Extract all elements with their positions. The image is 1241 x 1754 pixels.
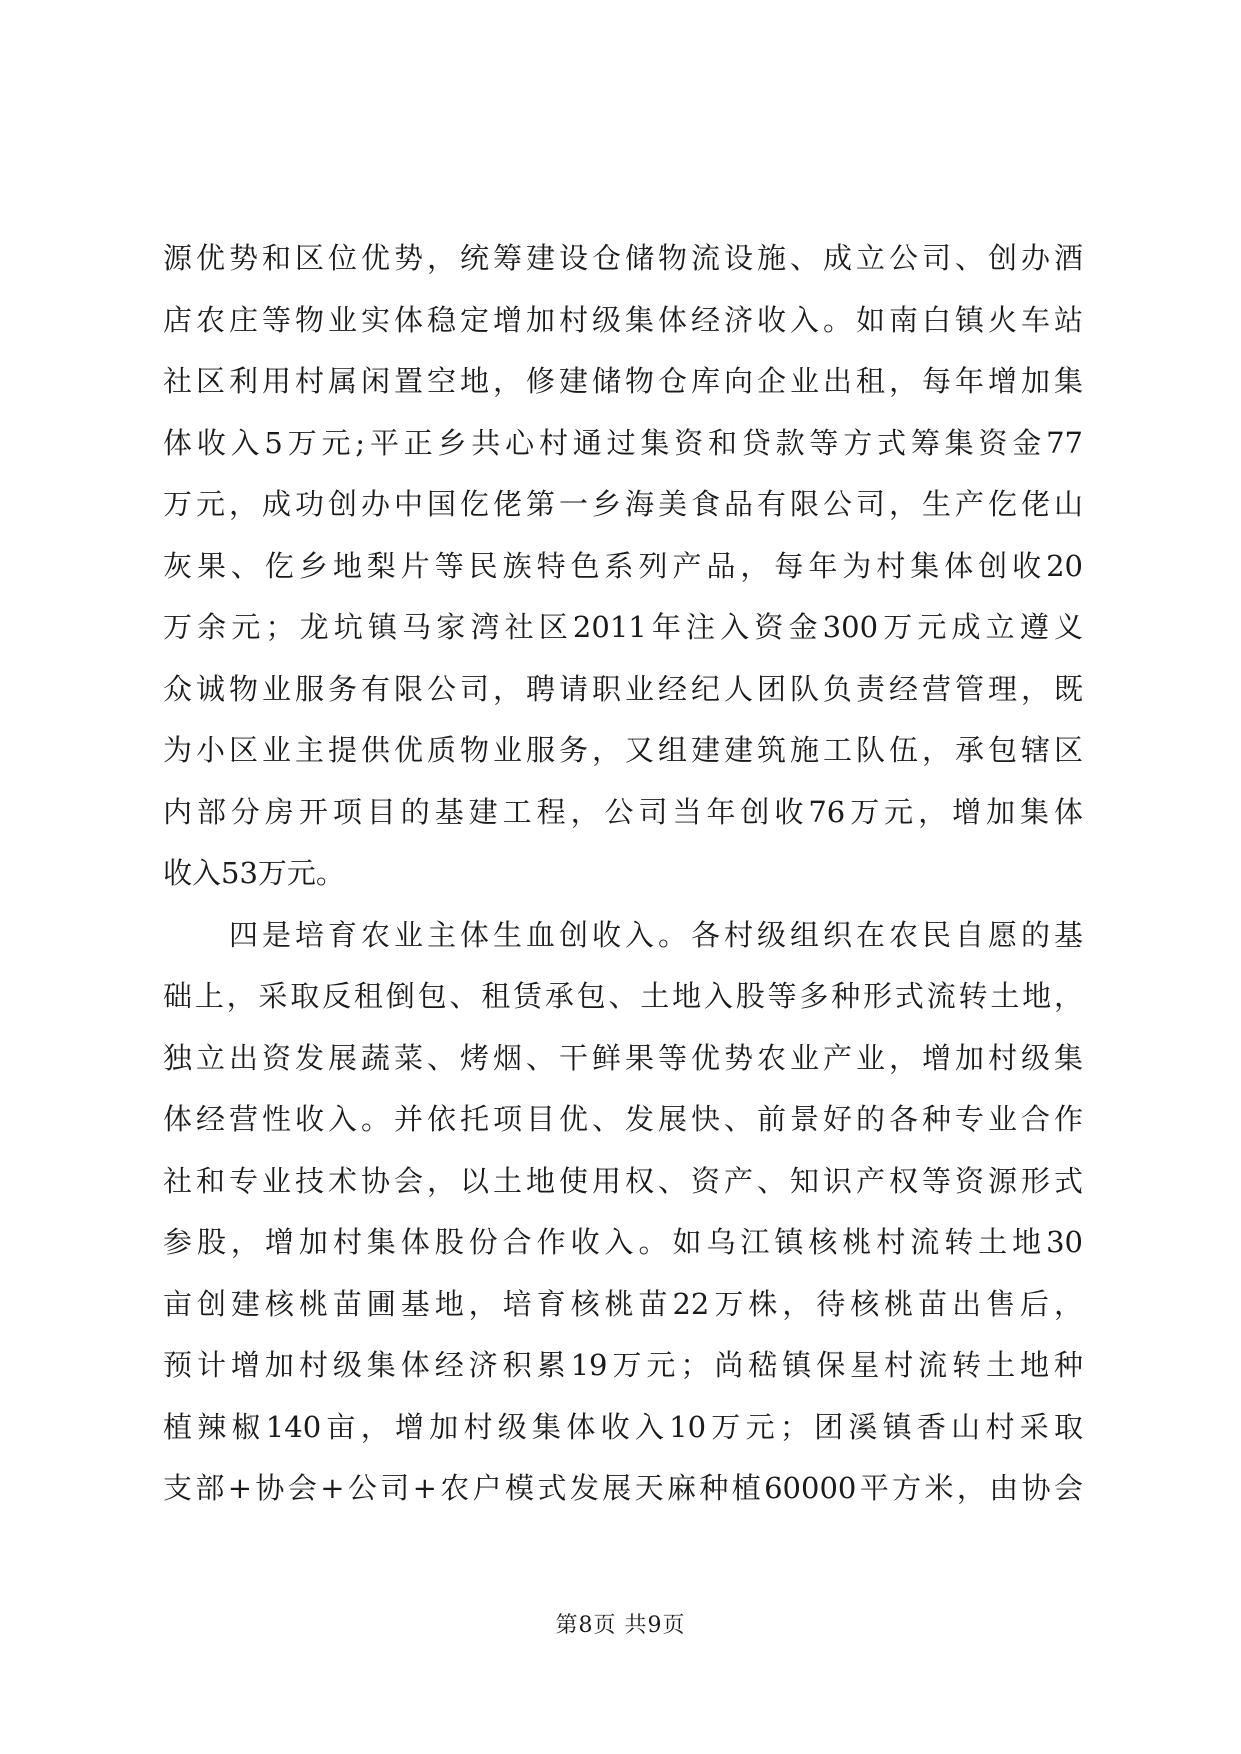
text-line: 体收入5万元;平正乡共心村通过集资和贷款等方式筹集资金77 [163,425,1083,460]
text-line: 灰果、仡乡地梨片等民族特色系列产品，每年为村集体创收20 [163,548,1083,583]
page-number-footer: 第8页 共9页 [555,1613,686,1638]
text-line: 店农庄等物业实体稳定增加村级集体经济收入。如南白镇火车站 [163,302,1083,337]
text-line: 植辣椒140亩，增加村级集体收入10万元；团溪镇香山村采取 [163,1409,1083,1444]
text-line: 预计增加村级集体经济积累19万元；尚嵇镇保星村流转土地种 [163,1348,1083,1382]
text-line: 万余元；龙坑镇马家湾社区2011年注入资金300万元成立遵义 [163,610,1083,644]
text-line: 独立出资发展蔬菜、烤烟、干鲜果等优势农业产业，增加村级集 [163,1040,1083,1075]
text-line: 支部+协会+公司+农户模式发展天麻种植60000平方米，由协会 [163,1471,1083,1505]
body-text [163,228,1083,1520]
text-line: 源优势和区位优势，统筹建设仓储物流设施、成立公司、创办酒 [163,241,1083,275]
text-line: 参股，增加村集体股份合作收入。如乌江镇核桃村流转土地30 [163,1225,1083,1259]
text-line: 万元，成功创办中国仡佬第一乡海美食品有限公司，生产仡佬山 [163,487,1083,521]
text-line: 社区利用村属闲置空地，修建储物仓库向企业出租，每年增加集 [163,364,1083,398]
text-line: 社和专业技术协会，以土地使用权、资产、知识产权等资源形式 [163,1163,1083,1198]
text-line: 内部分房开项目的基建工程，公司当年创收76万元，增加集体 [163,794,1083,829]
text-line: 体经营性收入。并依托项目优、发展快、前景好的各种专业合作 [163,1102,1083,1136]
text-line: 为小区业主提供优质物业服务，又组建建筑施工队伍，承包辖区 [163,733,1083,767]
paragraph-first-line: 四是培育农业主体生血创收入。各村级组织在农民自愿的基 [229,917,1083,952]
text-line: 础上，采取反租倒包、租赁承包、土地入股等多种形式流转土地， [163,979,1083,1013]
text-line: 收入53万元。 [163,856,345,890]
text-line: 亩创建核桃苗圃基地，培育核桃苗22万株，待核桃苗出售后， [163,1286,1083,1321]
text-line: 众诚物业服务有限公司，聘请职业经纪人团队负责经营管理，既 [163,671,1083,706]
